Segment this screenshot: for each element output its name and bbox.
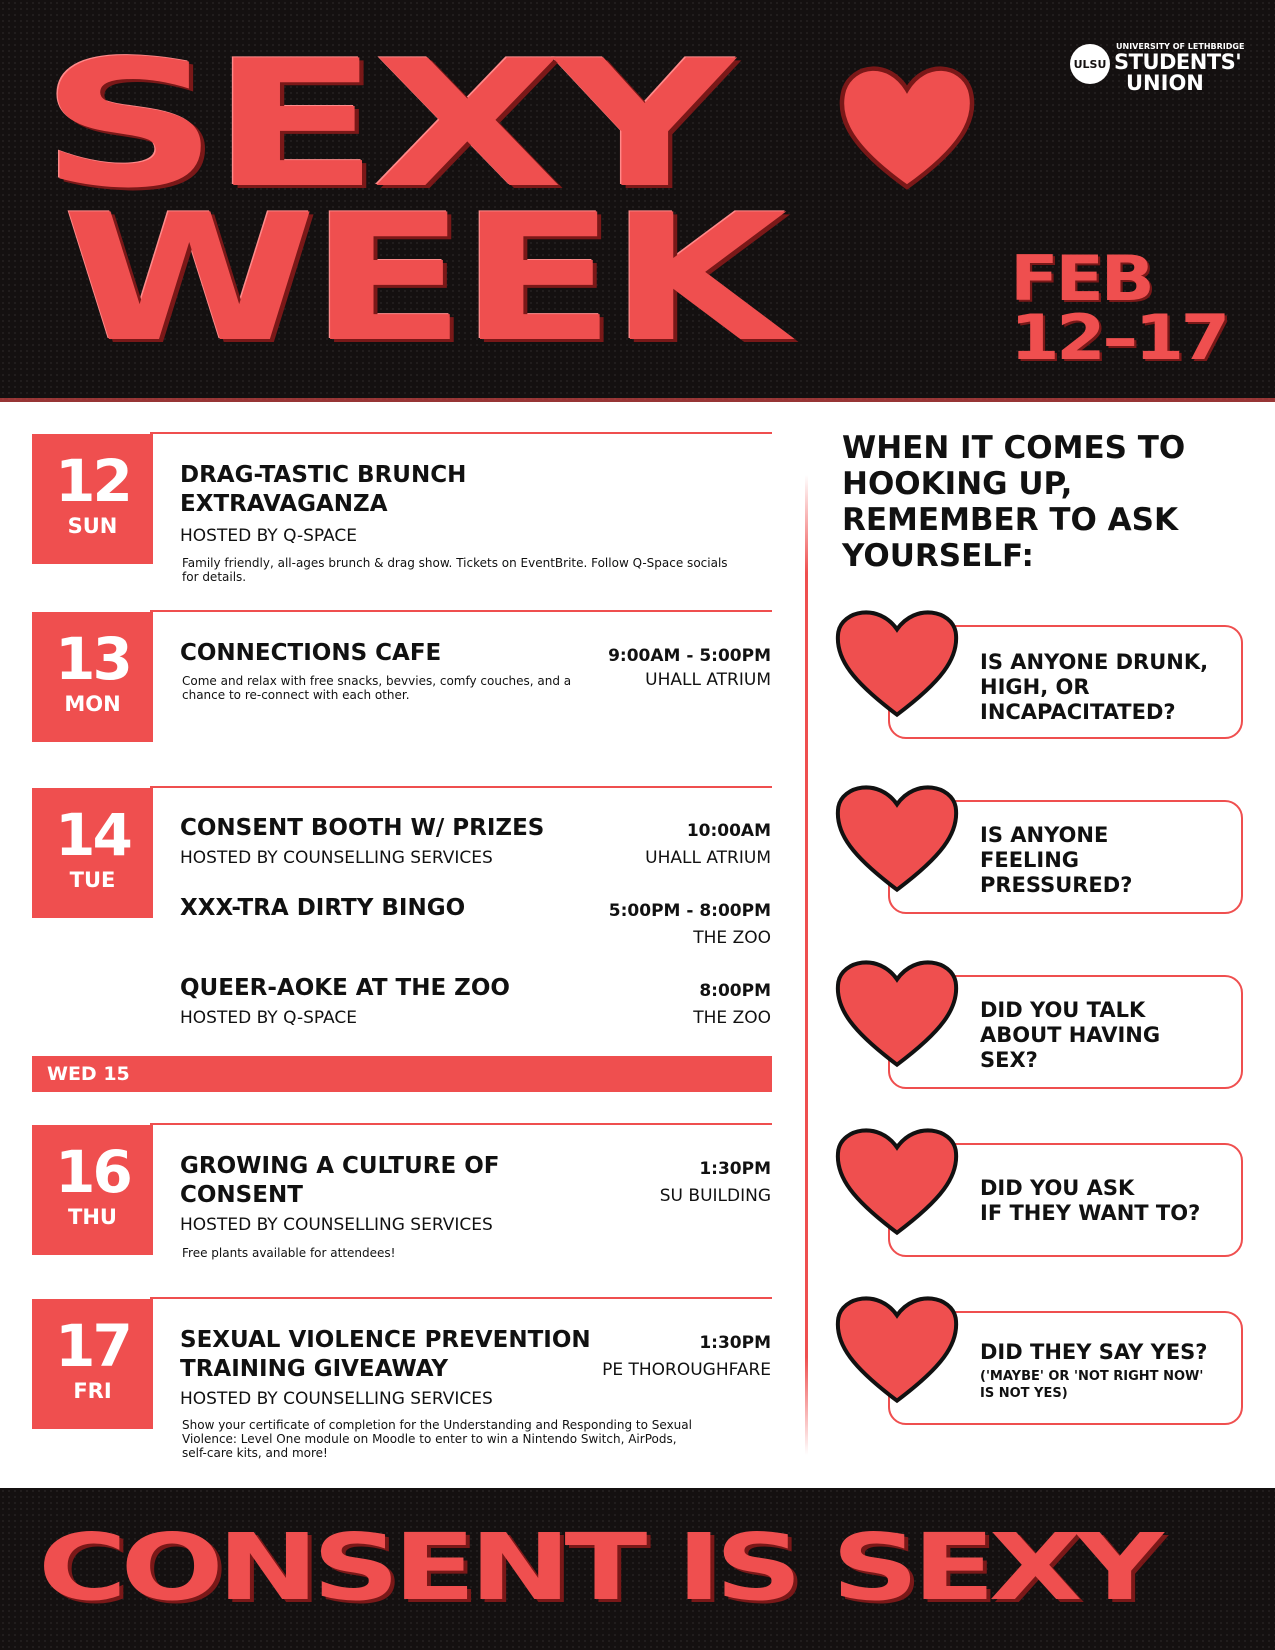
question-text	[980, 650, 1208, 725]
question-line: DID YOU ASK	[980, 1176, 1135, 1200]
footer-banner	[0, 1488, 1275, 1650]
heart-icon	[832, 52, 982, 202]
logo-students: STUDENTS'	[1114, 50, 1242, 74]
day-of-week: SUN	[67, 514, 118, 538]
heart-icon	[830, 1118, 964, 1238]
students-union-logo	[1070, 42, 1260, 95]
question-line: HIGH, OR	[980, 675, 1090, 699]
question-line: IS ANYONE DRUNK,	[980, 650, 1209, 674]
event-title: QUEER-AOKE AT THE ZOO	[180, 975, 510, 1001]
event-title	[180, 461, 466, 519]
logo-university: UNIVERSITY OF LETHBRIDGE	[1116, 42, 1245, 51]
heart-icon	[830, 600, 964, 720]
date-badge-13	[32, 612, 153, 742]
event-title: CONSENT BOOTH W/ PRIZES	[180, 815, 545, 841]
question-line: INCAPACITATED?	[980, 700, 1176, 724]
question-text	[980, 823, 1132, 898]
date-range: 12–17	[1010, 300, 1227, 374]
event-dates	[1010, 242, 1227, 374]
event-host: HOSTED BY COUNSELLING SERVICES	[180, 848, 493, 868]
divider-line	[150, 610, 772, 612]
event-location: SU BUILDING	[659, 1186, 771, 1206]
date-number: 13	[55, 625, 130, 693]
event-title: CONNECTIONS CAFE	[180, 640, 442, 666]
event-host: HOSTED BY Q-SPACE	[180, 526, 357, 546]
event-time: 8:00PM	[699, 981, 771, 1001]
date-number: 14	[55, 801, 130, 869]
divider-line	[150, 1297, 772, 1299]
question-line: ABOUT HAVING	[980, 1023, 1161, 1047]
question-text: DID THEY SAY YES?	[980, 1340, 1208, 1364]
question-line: DID YOU TALK	[980, 998, 1146, 1022]
event-time: 5:00PM - 8:00PM	[608, 901, 771, 921]
event-location: UHALL ATRIUM	[645, 848, 771, 868]
question-note-line: ('MAYBE' OR 'NOT RIGHT NOW'	[980, 1369, 1204, 1384]
date-badge-17	[32, 1299, 153, 1429]
ulsu-badge: ULSU	[1070, 44, 1110, 84]
heart-icon	[830, 950, 964, 1070]
event-time: 9:00AM - 5:00PM	[608, 646, 771, 666]
event-host: HOSTED BY COUNSELLING SERVICES	[180, 1389, 493, 1409]
event-title-line: DRAG-TASTIC BRUNCH	[180, 462, 467, 488]
event-title-line: TRAINING GIVEAWAY	[180, 1356, 449, 1382]
event-location: THE ZOO	[693, 1008, 771, 1028]
event-location: PE THOROUGHFARE	[602, 1360, 771, 1380]
question-text	[980, 1176, 1200, 1226]
event-host: HOSTED BY Q-SPACE	[180, 1008, 357, 1028]
column-divider	[805, 475, 808, 1455]
event-location: THE ZOO	[693, 928, 771, 948]
logo-union: UNION	[1126, 71, 1204, 95]
divider-line	[150, 786, 772, 788]
date-month: FEB	[1010, 242, 1152, 315]
question-line: PRESSURED?	[980, 873, 1133, 897]
event-title-line: EXTRAVAGANZA	[180, 491, 388, 517]
event-title-line: SEXUAL VIOLENCE PREVENTION	[180, 1327, 591, 1353]
divider-line	[150, 1123, 772, 1125]
question-line: SEX?	[980, 1048, 1038, 1072]
title-week: WEEK	[62, 178, 780, 381]
date-badge-14	[32, 788, 153, 918]
event-title	[180, 1326, 591, 1384]
event-title: XXX-TRA DIRTY BINGO	[180, 895, 466, 921]
event-description: Come and relax with free snacks, bevvies, comfy couches, and a chance to re-connect with each other.	[182, 674, 572, 702]
event-title-line: CONSENT	[180, 1182, 303, 1208]
day-bar-15: WED 15	[32, 1056, 772, 1092]
question-note	[980, 1368, 1203, 1402]
date-badge-12	[32, 434, 153, 564]
day-of-week: FRI	[73, 1379, 112, 1403]
footer-slogan: CONSENT IS SEXY	[38, 1514, 1158, 1621]
event-title	[180, 1152, 499, 1210]
event-description: Family friendly, all-ages brunch & drag show. Tickets on EventBrite. Follow Q-Space socials for details.	[182, 556, 728, 584]
date-badge-16	[32, 1125, 153, 1255]
event-description: Show your certificate of completion for the Understanding and Responding to Sexual Violence: Level One module on Moodle to enter to win a Nintendo Switch, AirPods, self-care kits, and more!	[182, 1418, 692, 1460]
event-title-line: GROWING A CULTURE OF	[180, 1153, 500, 1179]
divider-line	[150, 432, 772, 434]
event-time: 10:00AM	[686, 821, 771, 841]
date-number: 16	[55, 1138, 130, 1206]
date-number: 12	[55, 447, 130, 515]
question-note-line: IS NOT YES)	[980, 1386, 1068, 1401]
event-time: 1:30PM	[699, 1333, 771, 1353]
heart-icon	[830, 1286, 964, 1406]
header-banner	[0, 0, 1275, 402]
date-number: 17	[55, 1312, 130, 1380]
question-line: IF THEY WANT TO?	[980, 1201, 1201, 1225]
title-sexy: SEXY	[40, 24, 727, 227]
day-of-week: MON	[64, 692, 121, 716]
question-line: IS ANYONE	[980, 823, 1109, 847]
question-text	[980, 998, 1160, 1073]
day-of-week: TUE	[69, 868, 116, 892]
day-of-week: THU	[68, 1205, 117, 1229]
event-description: Free plants available for attendees!	[182, 1246, 396, 1260]
checklist-title: WHEN IT COMES TO HOOKING UP, REMEMBER TO ASK YOURSELF:	[842, 430, 1186, 574]
question-line: FEELING	[980, 848, 1080, 872]
event-location: UHALL ATRIUM	[645, 670, 771, 690]
event-host: HOSTED BY COUNSELLING SERVICES	[180, 1215, 493, 1235]
event-time: 1:30PM	[699, 1159, 771, 1179]
heart-icon	[830, 775, 964, 895]
